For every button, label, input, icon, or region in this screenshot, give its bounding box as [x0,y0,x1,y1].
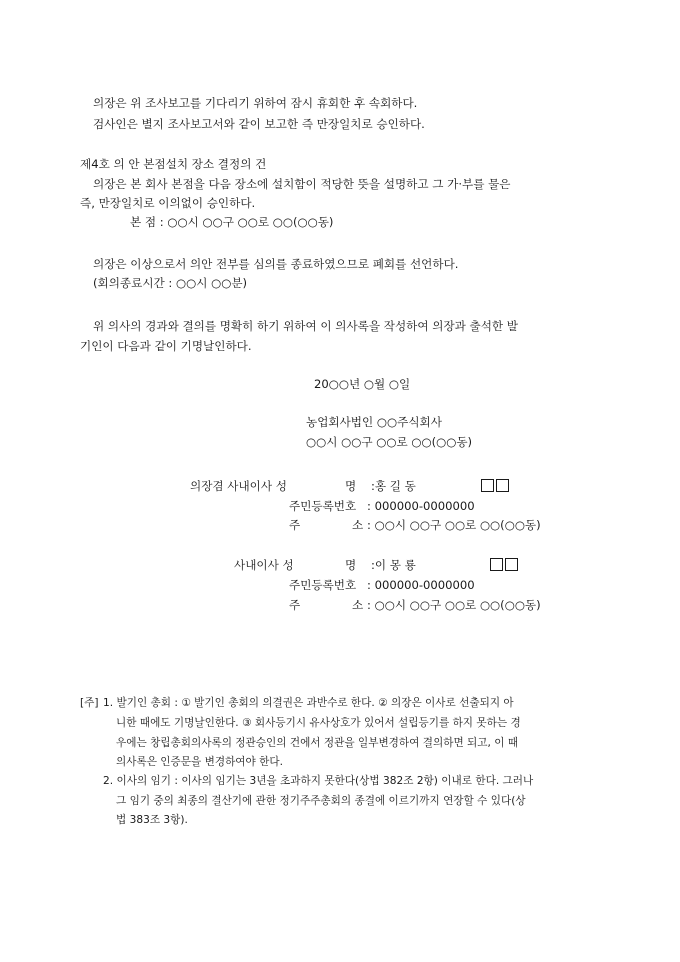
signer-address: : ○○시 ○○구 ○○로 ○○(○○동) [367,598,541,612]
seal-placeholder [481,479,511,495]
note-line: 우에는 창립총회의사록의 정관승인의 건에서 정관을 일부변경하여 결의하면 되고, 이 때 [116,737,519,749]
signer-address-label-a: 주 [289,518,301,532]
signer-id: : 000000-0000000 [367,578,475,592]
agenda-body-line2: 즉, 만장일치로 이의없이 승인하다. [80,196,256,210]
company-address: ○○시 ○○구 ○○로 ○○(○○동) [306,435,473,449]
signer-name: :이 몽 룡 [371,558,416,572]
agenda-body-line1: 의장은 본 회사 본점을 다음 장소에 설치함이 적당한 뜻을 설명하고 그 가·부를 물은 [93,177,511,191]
record-statement-line1: 위 의사의 경과와 결의를 명확히 하기 위하여 이 의사록을 작성하여 의장과 출석한 발 [93,319,519,333]
signer-role: 사내이사 성 [234,558,294,572]
signer-address: : ○○시 ○○구 ○○로 ○○(○○동) [367,518,541,532]
seal-placeholder [490,558,520,574]
signer-address-label-b: 소 [352,518,364,532]
signer-role: 의장겸 사내이사 성 [190,479,287,493]
signer-name-label: 명 [345,558,357,572]
note-line: 니한 때에도 기명날인한다. ③ 회사등기시 유사상호가 있어서 설립등기를 하지 못하는 경 [116,717,521,729]
signer-id: : 000000-0000000 [367,499,475,513]
record-statement-line2: 기인이 다음과 같이 기명날인하다. [80,339,252,353]
note-line: 1. 발기인 총회 : ① 발기인 총회의 의결권은 과반수로 한다. ② 의장은 이사로 선출되지 아 [103,697,514,709]
signer-id-label: 주민등록번호 [289,499,357,513]
paragraph-inspector: 검사인은 별지 조사보고서와 같이 보고한 즉 만장일치로 승인하다. [93,117,425,131]
note-line: 법 383조 3항). [116,814,188,826]
signer-address-label-a: 주 [289,598,301,612]
meeting-date: 20○○년 ○월 ○일 [314,377,411,391]
signer-name: :홍 길 동 [371,479,416,493]
signer-name-label: 명 [345,479,357,493]
closing-time: (회의종료시간 : ○○시 ○○분) [93,276,248,290]
headquarters-address: 본 점 : ○○시 ○○구 ○○로 ○○(○○동) [130,215,334,229]
paragraph-recess: 의장은 위 조사보고를 기다리기 위하여 잠시 휴회한 후 속회하다. [93,96,418,110]
signer-id-label: 주민등록번호 [289,578,357,592]
agenda-title: 제4호 의 안 본점설치 장소 결정의 건 [80,157,267,171]
signer-address-label-b: 소 [352,598,364,612]
closing-statement: 의장은 이상으로서 의안 전부를 심의를 종료하였으므로 폐회를 선언하다. [93,257,459,271]
note-line: 그 임기 중의 최종의 결산기에 관한 정기주주총회의 종결에 이르기까지 연장할 수 있다(상 [116,795,526,807]
note-line: 2. 이사의 임기 : 이사의 임기는 3년을 초과하지 못한다(상법 382조 2항) 이내로 한다. 그러나 [103,775,534,787]
note-line: 의사록은 인증문을 변경하여야 한다. [116,756,283,768]
notes-marker: [주] [80,697,99,709]
company-name: 농업회사법인 ○○주식회사 [306,415,442,429]
